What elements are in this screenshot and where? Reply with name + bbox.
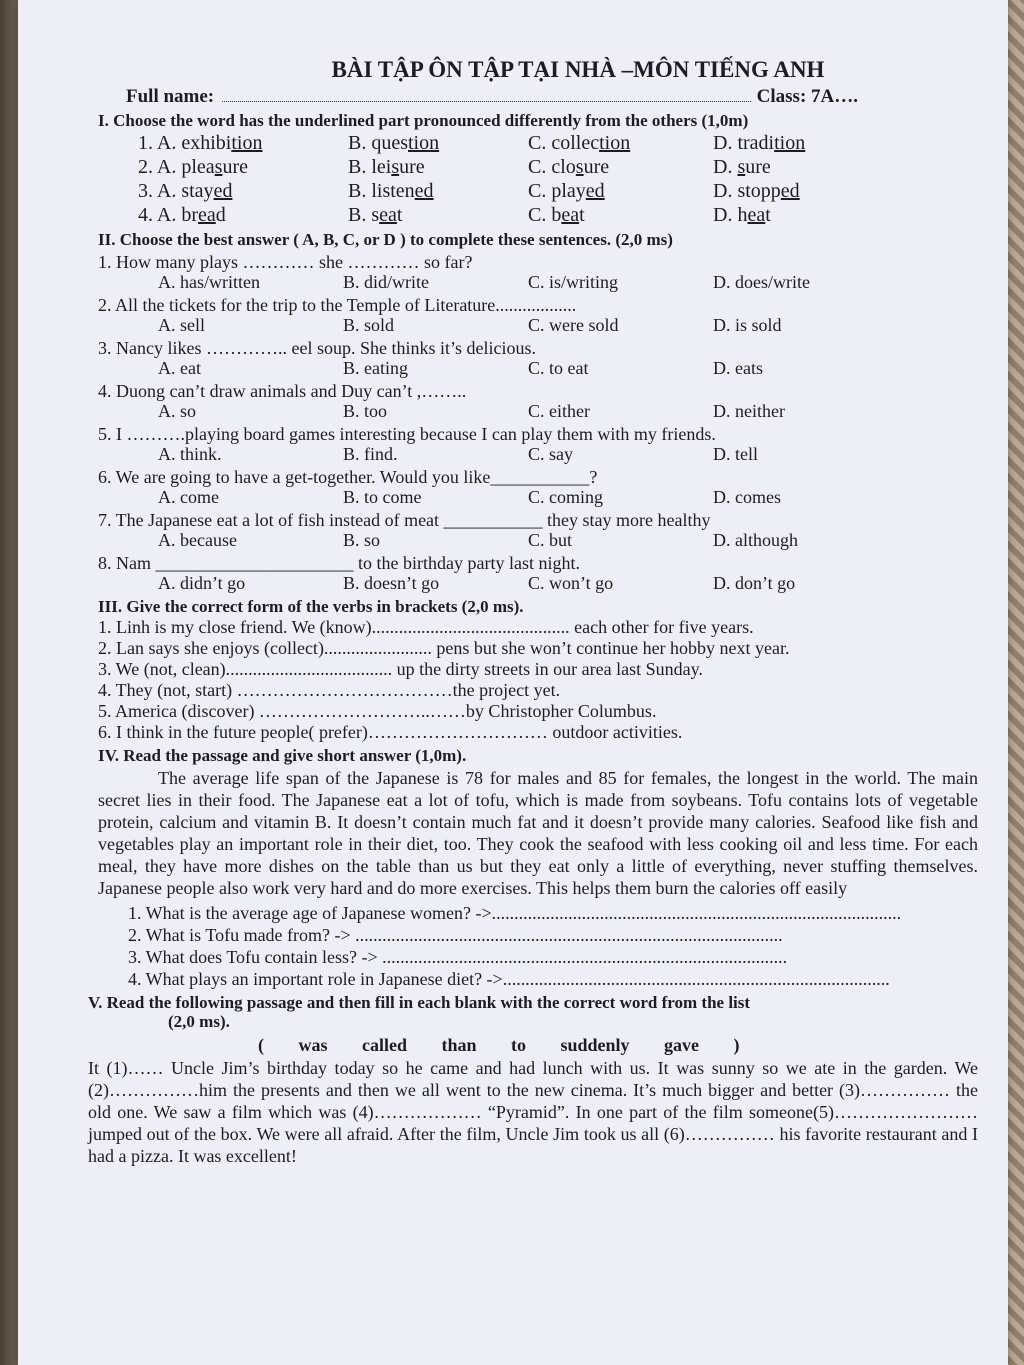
short-answer-list bbox=[128, 904, 978, 988]
student-info-row bbox=[126, 87, 858, 106]
word-list: ( was called than to suddenly gave ) bbox=[258, 1034, 740, 1055]
option-c[interactable]: C. were sold bbox=[528, 315, 619, 335]
option-b[interactable]: B. eating bbox=[343, 358, 408, 378]
worksheet-content bbox=[88, 57, 978, 1167]
option-a[interactable]: A. sell bbox=[158, 315, 205, 335]
short-answer-question: 3. What does Tofu contain less? -> .......................................................................................... bbox=[128, 946, 788, 967]
verb-form-item: 5. America (discover) ………………………..……by Christopher Columbus. bbox=[98, 701, 657, 721]
option-a: 3. A. stayed bbox=[138, 180, 233, 202]
verb-form-item: 3. We (not, clean)..................................... up the dirty streets in our area last Sunday. bbox=[98, 659, 703, 679]
option-b[interactable]: B. to come bbox=[343, 487, 422, 507]
section-1-row bbox=[138, 181, 978, 201]
verb-form-item: 4. They (not, start) ………………………………the project yet. bbox=[98, 680, 561, 700]
question-item: 5. I ……….playing board games interesting because I can play them with my friends. bbox=[98, 424, 716, 444]
question-item: 7. The Japanese eat a lot of fish instead of meat ___________ they stay more healthy bbox=[98, 510, 711, 530]
section-3-list bbox=[98, 618, 978, 741]
cloze-passage: It (1)…… Uncle Jim’s birthday today so he came and had lunch with us. It was sunny so we ate in the garden. We (2)……………him the presents and then we all went to the new cinema. It’s much bigger and better (3)…………… the old one. We saw a film which was (4)……………… “Pyramid”. In one part of the film someone(5)…………………… jumped out of the box. We were all afraid. After the film, Uncle Jim took us all (6)…………… his favorite restaurant and I had a pizza. It was excellent! bbox=[88, 1057, 978, 1166]
question-item: 4. Duong can’t draw animals and Duy can’t ,…….. bbox=[98, 381, 467, 401]
short-answer-question: 1. What is the average age of Japanese women? ->........................................................................................... bbox=[128, 902, 902, 923]
question-item: 2. All the tickets for the trip to the Temple of Literature.................. bbox=[98, 295, 577, 315]
option-b[interactable]: B. did/write bbox=[343, 272, 429, 292]
section-1-row bbox=[138, 157, 978, 177]
option-b[interactable]: B. find. bbox=[343, 444, 398, 464]
verb-form-item: 1. Linh is my close friend. We (know)............................................ each other for five years. bbox=[98, 617, 754, 637]
section-2-list bbox=[98, 253, 978, 592]
option-d: D. sure bbox=[713, 156, 771, 178]
option-d[interactable]: D. comes bbox=[713, 487, 781, 507]
option-d: D. stopped bbox=[713, 180, 800, 202]
option-b[interactable]: B. so bbox=[343, 530, 381, 550]
option-a: 2. A. pleasure bbox=[138, 156, 248, 178]
answer-options bbox=[158, 359, 978, 377]
option-b[interactable]: B. doesn’t go bbox=[343, 573, 440, 593]
option-d: D. heat bbox=[713, 204, 771, 226]
option-a[interactable]: A. eat bbox=[158, 358, 201, 378]
option-c[interactable]: C. is/writing bbox=[528, 272, 619, 292]
option-b[interactable]: B. too bbox=[343, 401, 388, 421]
class-label: Class: 7A…. bbox=[756, 86, 858, 107]
option-c[interactable]: C. either bbox=[528, 401, 590, 421]
option-a[interactable]: A. think. bbox=[158, 444, 222, 464]
option-c[interactable]: C. but bbox=[528, 530, 573, 550]
option-c: C. played bbox=[528, 180, 605, 202]
option-b: B. leisure bbox=[348, 156, 425, 178]
option-a: 1. A. exhibition bbox=[138, 132, 263, 154]
option-d[interactable]: D. does/write bbox=[713, 272, 810, 292]
section-3-heading: III. Give the correct form of the verbs in brackets (2,0 ms). bbox=[98, 597, 524, 616]
option-d[interactable]: D. neither bbox=[713, 401, 785, 421]
option-c: C. beat bbox=[528, 204, 585, 226]
answer-options bbox=[158, 273, 978, 291]
option-a[interactable]: A. come bbox=[158, 487, 219, 507]
option-a[interactable]: A. so bbox=[158, 401, 197, 421]
answer-options bbox=[158, 445, 978, 463]
section-5-heading: V. Read the following passage and then fill in each blank with the correct word from the list bbox=[88, 992, 751, 1012]
option-c[interactable]: C. say bbox=[528, 444, 573, 464]
option-d[interactable]: D. is sold bbox=[713, 315, 782, 335]
worksheet-paper bbox=[18, 0, 1008, 1365]
question-item: 3. Nancy likes ………….. eel soup. She thinks it’s delicious. bbox=[98, 338, 536, 358]
section-2-heading: II. Choose the best answer ( A, B, C, or D ) to complete these sentences. (2,0 ms) bbox=[98, 230, 673, 249]
answer-options bbox=[158, 531, 978, 549]
option-b: B. seat bbox=[348, 204, 403, 226]
answer-options bbox=[158, 488, 978, 506]
short-answer-question: 4. What plays an important role in Japanese diet? ->...................................................................................... bbox=[128, 968, 890, 989]
option-d: D. tradition bbox=[713, 132, 806, 154]
verb-form-item: 2. Lan says she enjoys (collect)........................ pens but she won’t continue her hobby next year. bbox=[98, 638, 790, 658]
section-1-heading: I. Choose the word has the underlined part pronounced differently from the others (1,0m) bbox=[98, 111, 749, 130]
page-title: BÀI TẬP ÔN TẬP TẠI NHÀ –MÔN TIẾNG ANH bbox=[331, 57, 825, 82]
answer-options bbox=[158, 316, 978, 334]
option-a[interactable]: A. because bbox=[158, 530, 237, 550]
full-name-blank[interactable] bbox=[222, 87, 751, 102]
question-item: 1. How many plays ………… she ………… so far? bbox=[98, 252, 473, 272]
option-d[interactable]: D. eats bbox=[713, 358, 763, 378]
option-c: C. collection bbox=[528, 132, 631, 154]
short-answer-question: 2. What is Tofu made from? -> ............................................................................................... bbox=[128, 924, 783, 945]
option-b[interactable]: B. sold bbox=[343, 315, 395, 335]
answer-options bbox=[158, 574, 978, 592]
option-a[interactable]: A. has/written bbox=[158, 272, 260, 292]
option-a[interactable]: A. didn’t go bbox=[158, 573, 246, 593]
option-b: B. listened bbox=[348, 180, 434, 202]
option-d[interactable]: D. don’t go bbox=[713, 573, 796, 593]
option-a: 4. A. bread bbox=[138, 204, 226, 226]
section-5-points: (2,0 ms). bbox=[168, 1011, 230, 1031]
full-name-label: Full name: bbox=[126, 86, 215, 107]
question-item: 8. Nam ______________________ to the birthday party last night. bbox=[98, 553, 580, 573]
option-b: B. question bbox=[348, 132, 440, 154]
section-1-row bbox=[138, 205, 978, 225]
option-c[interactable]: C. coming bbox=[528, 487, 603, 507]
answer-options bbox=[158, 402, 978, 420]
option-c: C. closure bbox=[528, 156, 610, 178]
option-c[interactable]: C. to eat bbox=[528, 358, 589, 378]
verb-form-item: 6. I think in the future people( prefer)………………………… outdoor activities. bbox=[98, 722, 683, 742]
section-4-heading: IV. Read the passage and give short answer (1,0m). bbox=[98, 746, 467, 765]
option-d[interactable]: D. tell bbox=[713, 444, 758, 464]
reading-passage bbox=[98, 768, 978, 900]
option-c[interactable]: C. won’t go bbox=[528, 573, 614, 593]
option-d[interactable]: D. although bbox=[713, 530, 798, 550]
section-1-row bbox=[138, 133, 978, 153]
question-item: 6. We are going to have a get-together. Would you like___________? bbox=[98, 467, 598, 487]
reading-passage-text: The average life span of the Japanese is 78 for males and 85 for females, the longest in the world. The main secret lies in their food. The Japanese eat a lot of tofu, which is made from soybeans. Tofu contains lots of vegetable protein, calcium and vitamin B. It doesn’t contain much fat and it doesn’t provide many calories. Seafood like fish and vegetables play an important role in their diet, too. They cook the seafood with less cooking oil and less time. For each meal, they have more dishes on the table than us but they eat only a little of everything, never stuffing themselves. Japanese people also work very hard and do more exercises. This helps them burn the calories off easily bbox=[98, 768, 978, 898]
